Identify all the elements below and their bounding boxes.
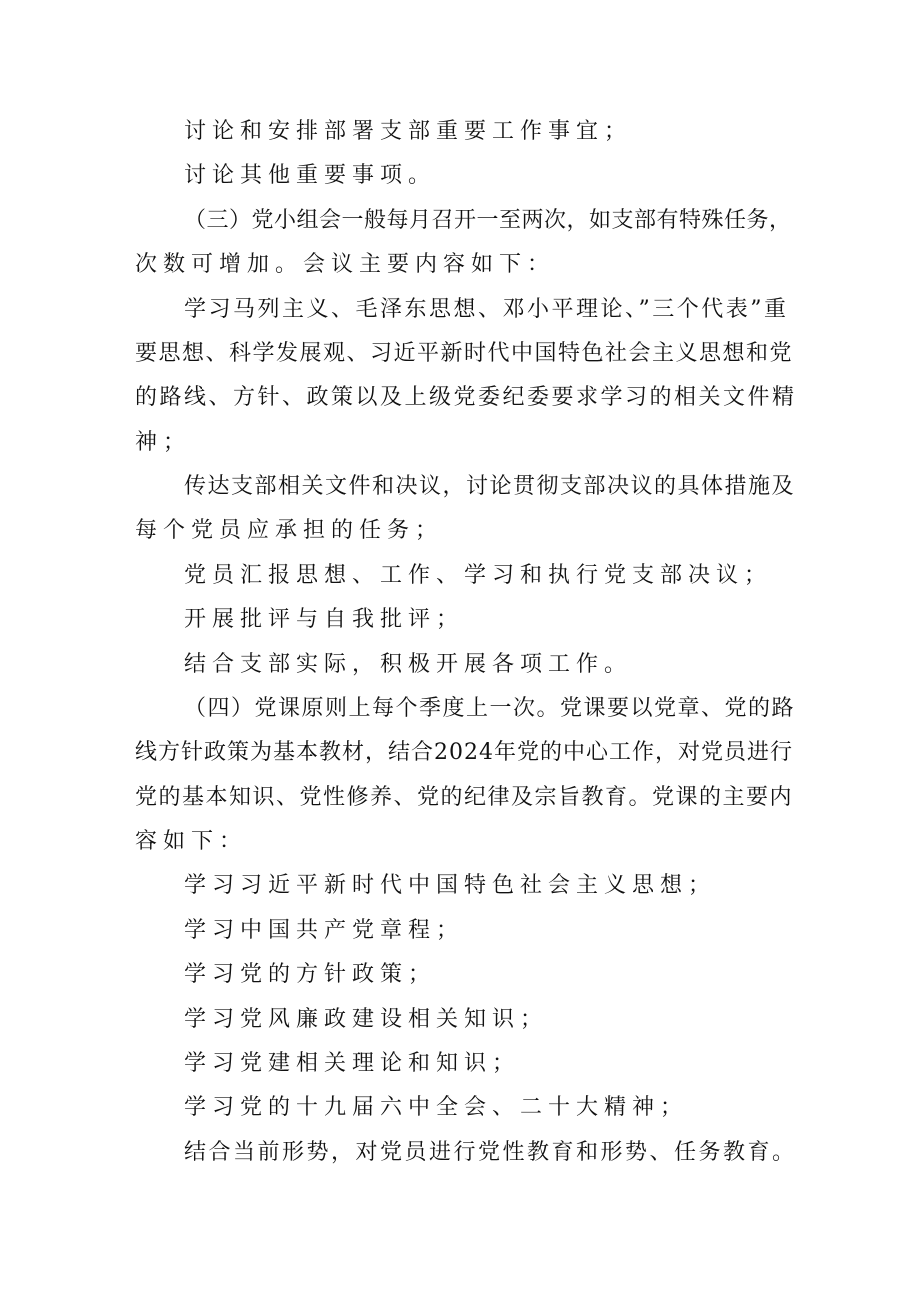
list-item: 结合当前形势，对党员进行党性教育和形势、任务教育。 (184, 1140, 797, 1165)
section-heading-paragraph: （三）党小组会一般每月召开一至两次，如支部有特殊任务， (184, 208, 792, 233)
paragraph-line: 的路线、方针、政策以及上级党委纪委要求学习的相关文件精 (135, 385, 797, 410)
list-item: 学习马列主义、毛泽东思想、邓小平理论、”三个代表”重 (184, 297, 789, 322)
paragraph-line: 容如下： (135, 829, 248, 854)
list-item: 学习党建相关理论和知识； (184, 1051, 521, 1076)
list-item: 学习党的十九届六中全会、二十大精神； (184, 1095, 689, 1120)
paragraph-line: 要思想、科学发展观、习近平新时代中国特色社会主义思想和党 (135, 341, 794, 366)
paragraph-line: 次数可增加。会议主要内容如下： (135, 252, 556, 277)
list-item: 讨论其他重要事项。 (184, 163, 437, 188)
list-item: 传达支部相关文件和决议，讨论贯彻支部决议的具体措施及 (184, 474, 796, 499)
list-item: 学习习近平新时代中国特色社会主义思想； (184, 873, 717, 898)
paragraph-line: 线方针政策为基本教材，结合2024年党的中心工作，对党员进行 (135, 740, 793, 765)
paragraph-line: 党的基本知识、党性修养、党的纪律及宗旨教育。党课的主要内 (135, 785, 794, 810)
list-item: 讨论和安排部署支部重要工作事宜； (184, 119, 633, 144)
list-item: 学习中国共产党章程； (184, 918, 465, 943)
list-item: 学习党的方针政策； (184, 962, 437, 987)
list-item: 学习党风廉政建设相关知识； (184, 1007, 549, 1032)
paragraph-line: 神； (135, 430, 192, 455)
list-item: 党员汇报思想、工作、学习和执行党支部决议； (184, 563, 773, 588)
list-item: 开展批评与自我批评； (184, 607, 465, 632)
list-item: 结合支部实际，积极开展各项工作。 (184, 652, 633, 677)
section-heading-paragraph: （四）党课原则上每个季度上一次。党课要以党章、党的路 (184, 696, 796, 721)
paragraph-line: 每个党员应承担的任务； (135, 518, 444, 543)
